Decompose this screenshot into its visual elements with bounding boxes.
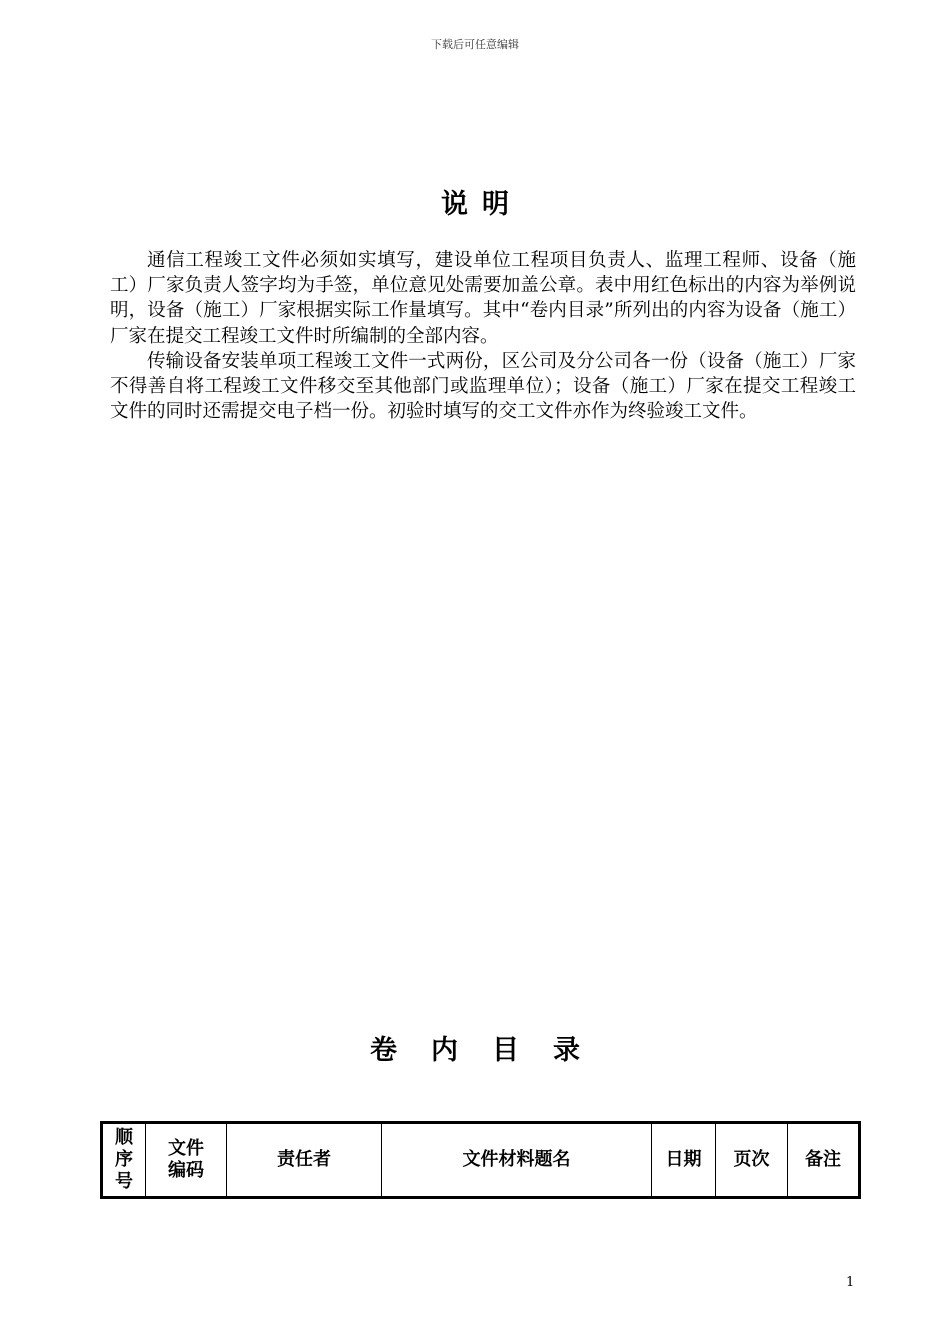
header-note: 下载后可任意编辑 (431, 38, 519, 51)
section-title-contents: 卷内目录 (370, 1035, 614, 1066)
explanation-body (110, 248, 856, 424)
explanation-paragraph-2: 传输设备安装单项工程竣工文件一式两份，区公司及分公司各一份（设备（施工）厂家不得善自将工程竣工文件移交至其他部门或监理单位）；设备（施工）厂家在提交工程竣工文件的同时还需提交电子档一份。初验时填写的交工文件亦作为终验竣工文件。 (110, 350, 856, 423)
explanation-paragraph-1: 通信工程竣工文件必须如实填写，建设单位工程项目负责人、监理工程师、设备（施工）厂家负责人签字均为手签，单位意见处需要加盖公章。表中用红色标出的内容为举例说明，设备（施工）厂家根据实际工作量填写。其中“卷内目录”所列出的内容为设备（施工）厂家在提交工程竣工文件时所编制的全部内容。 (110, 250, 856, 347)
contents-table (100, 1121, 861, 1199)
col-header-file-code: 文件编码 (146, 1123, 227, 1198)
col-header-title: 文件材料题名 (382, 1123, 652, 1198)
col-header-remarks: 备注 (788, 1123, 860, 1198)
col-header-date: 日期 (652, 1123, 716, 1198)
col-header-pages: 页次 (716, 1123, 788, 1198)
table-header-row (102, 1123, 860, 1198)
col-header-sequence: 顺序号 (102, 1123, 146, 1198)
col-header-responsible: 责任者 (227, 1123, 382, 1198)
section-title-explanation: 说明 (441, 189, 523, 220)
page-number: 1 (846, 1275, 855, 1290)
